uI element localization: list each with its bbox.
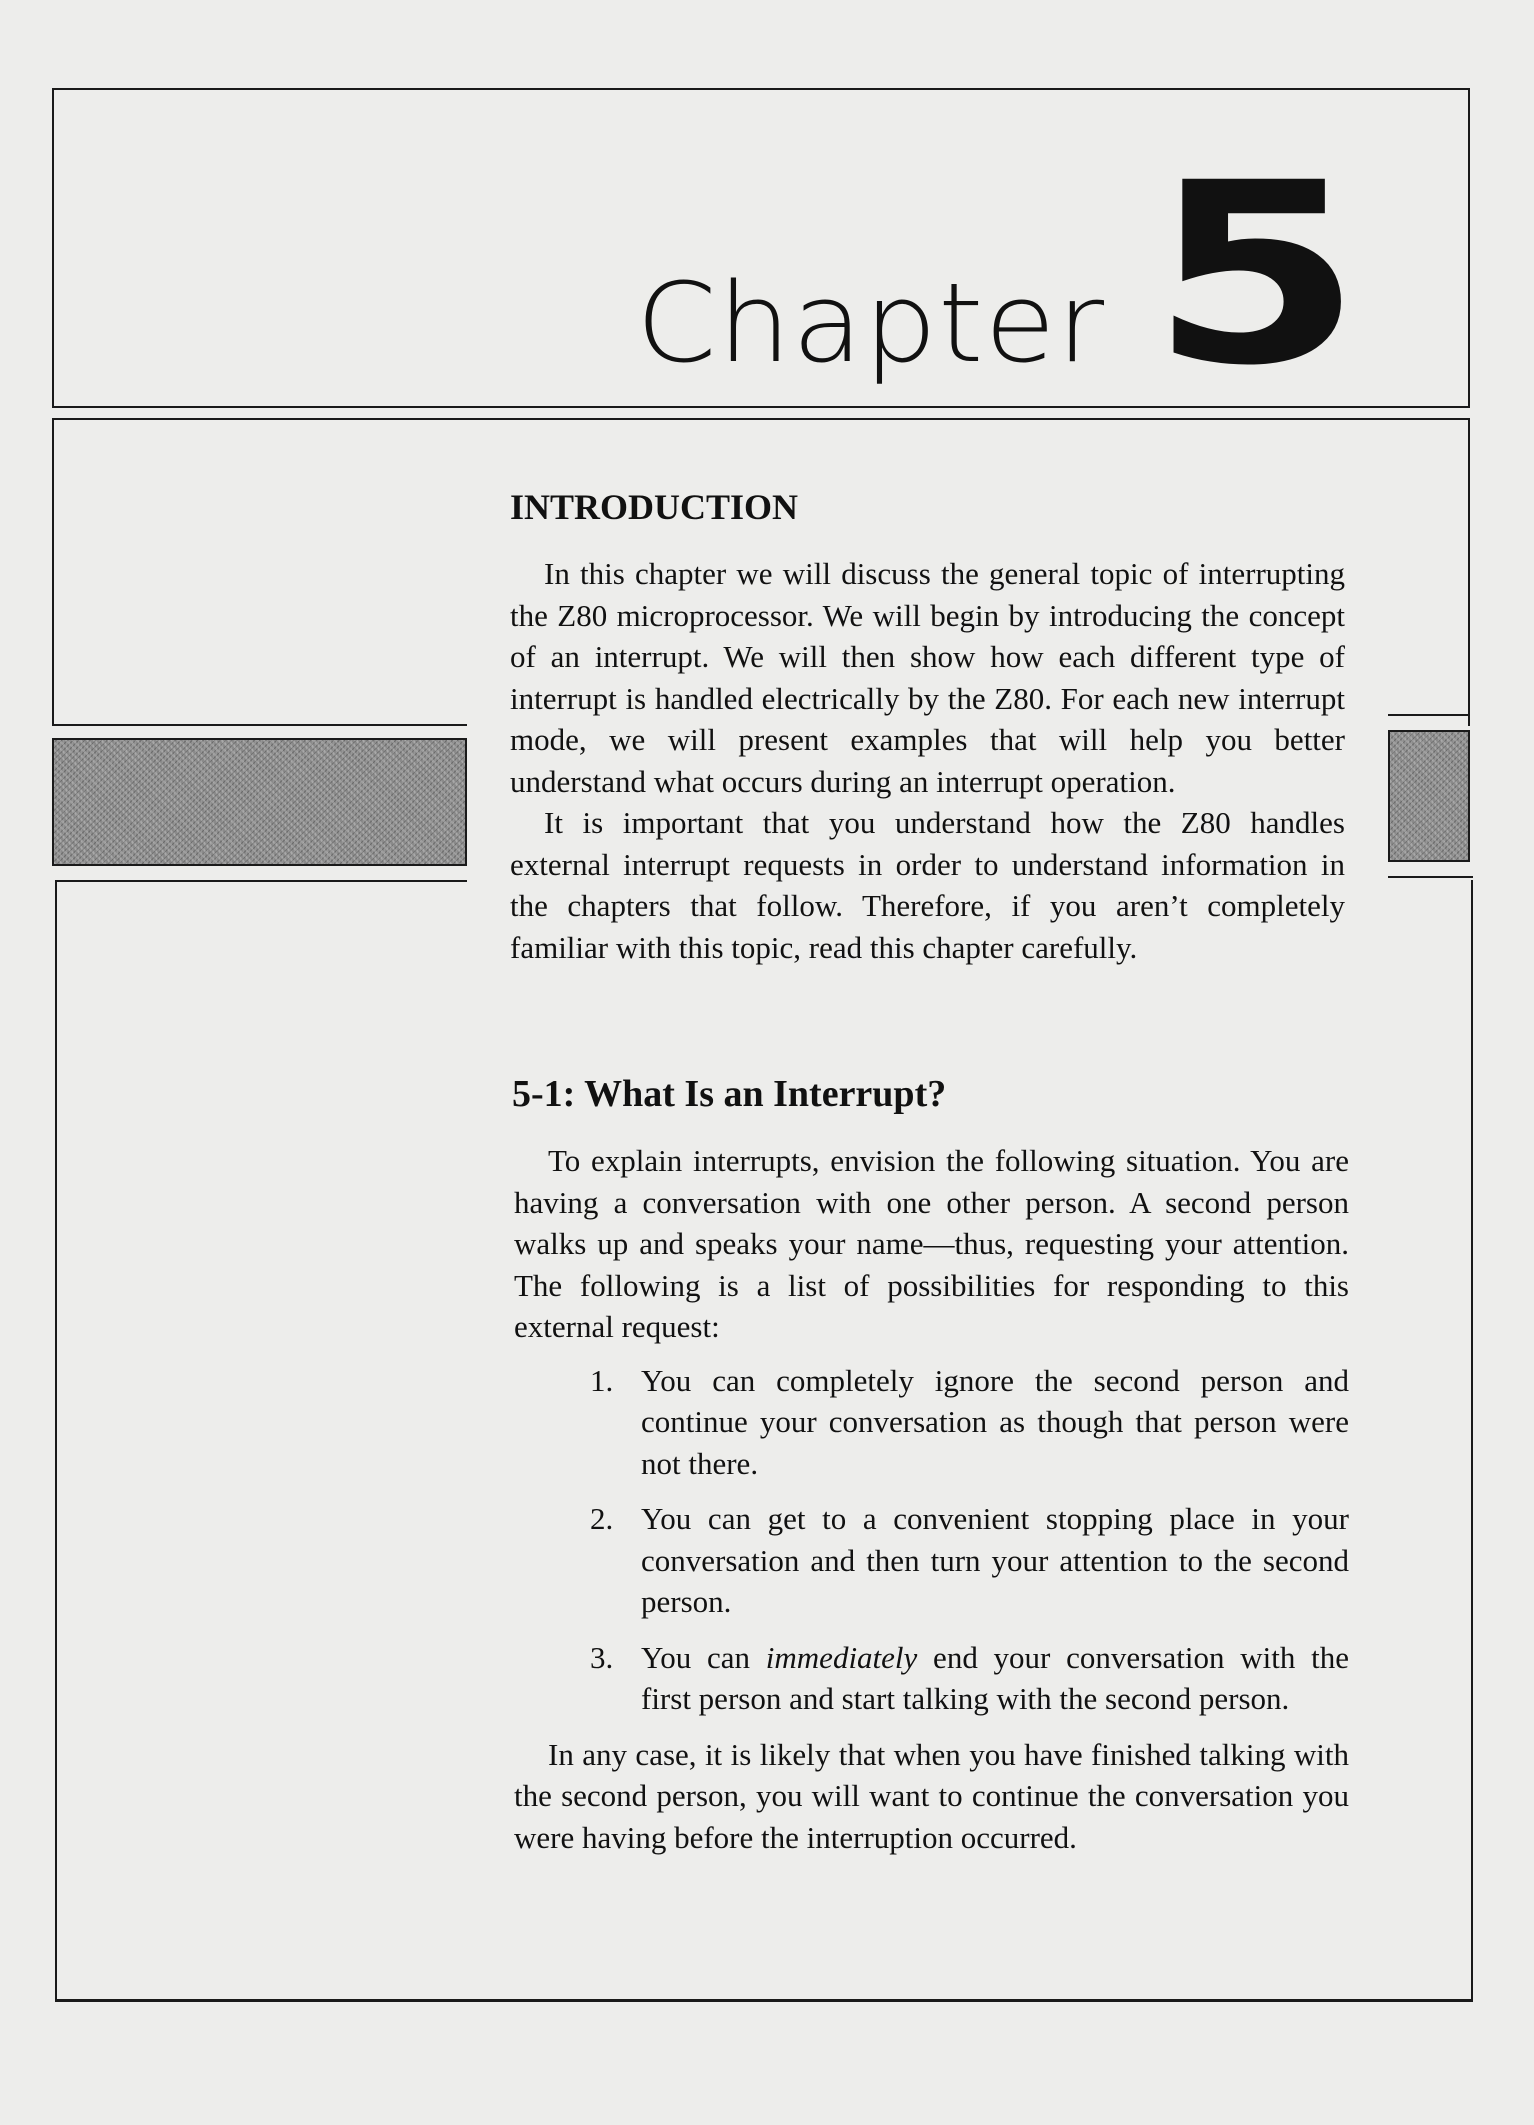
paragraph: In any case, it is likely that when you have finished talking with the second person, you will want to continue the conversation you were having before the interruption occurred. bbox=[514, 1736, 1349, 1855]
frame-rule bbox=[52, 724, 467, 726]
paragraph: It is important that you understand how the Z80 handles external interrupt requests in order to understand information in the chapters that follow. Therefore, if you aren’t completely familiar with this topic, read this chapter carefully. bbox=[510, 805, 1345, 965]
introduction-body bbox=[510, 553, 1345, 968]
chapter-number: 5 bbox=[1150, 129, 1363, 420]
chapter-title-word: Chapter bbox=[636, 259, 1106, 387]
list-item bbox=[514, 1637, 1349, 1720]
section-heading-introduction: INTRODUCTION bbox=[510, 487, 799, 527]
paragraph: To explain interrupts, envision the following situation. You are having a conversation with one other person. A second person walks up and speaks your name—thus, requesting your attention. The following is a list of possibilities for responding to this external request: bbox=[514, 1143, 1349, 1344]
list-item-text: You can get to a convenient stopping place in your conversation and then turn your attention to the second person. bbox=[641, 1501, 1349, 1619]
list-number: 3. bbox=[590, 1639, 614, 1675]
section-heading-what-is-an-interrupt: 5-1: What Is an Interrupt? bbox=[512, 1073, 947, 1115]
list-item-text-after: end your conversation with the first person and start talking with the second person. bbox=[641, 1639, 1349, 1716]
list-item-text-before: You can bbox=[641, 1639, 766, 1675]
decorative-texture-band-left bbox=[52, 738, 467, 866]
paragraph: In this chapter we will discuss the general topic of interrupting the Z80 microprocessor. We will begin by introducing the concept of an interrupt. We will then show how each different type of interrupt is handled electrically by the Z80. For each new interrupt mode, we will present examples that will help you better understand what occurs during an interrupt operation. bbox=[510, 556, 1345, 799]
list-number: 2. bbox=[590, 1501, 614, 1536]
frame-rule bbox=[55, 880, 467, 882]
frame-rule bbox=[1388, 876, 1473, 878]
decorative-texture-band-right bbox=[1388, 730, 1470, 862]
possibilities-list bbox=[514, 1360, 1349, 1720]
section-body bbox=[514, 1140, 1349, 1858]
list-item bbox=[514, 1498, 1349, 1623]
list-item bbox=[514, 1360, 1349, 1485]
frame-rule bbox=[1388, 714, 1470, 716]
list-number: 1. bbox=[590, 1362, 614, 1398]
list-item-text: You can completely ignore the second person and continue your conversation as though that person were not there. bbox=[641, 1362, 1349, 1481]
emphasized-word: immediately bbox=[765, 1639, 918, 1675]
